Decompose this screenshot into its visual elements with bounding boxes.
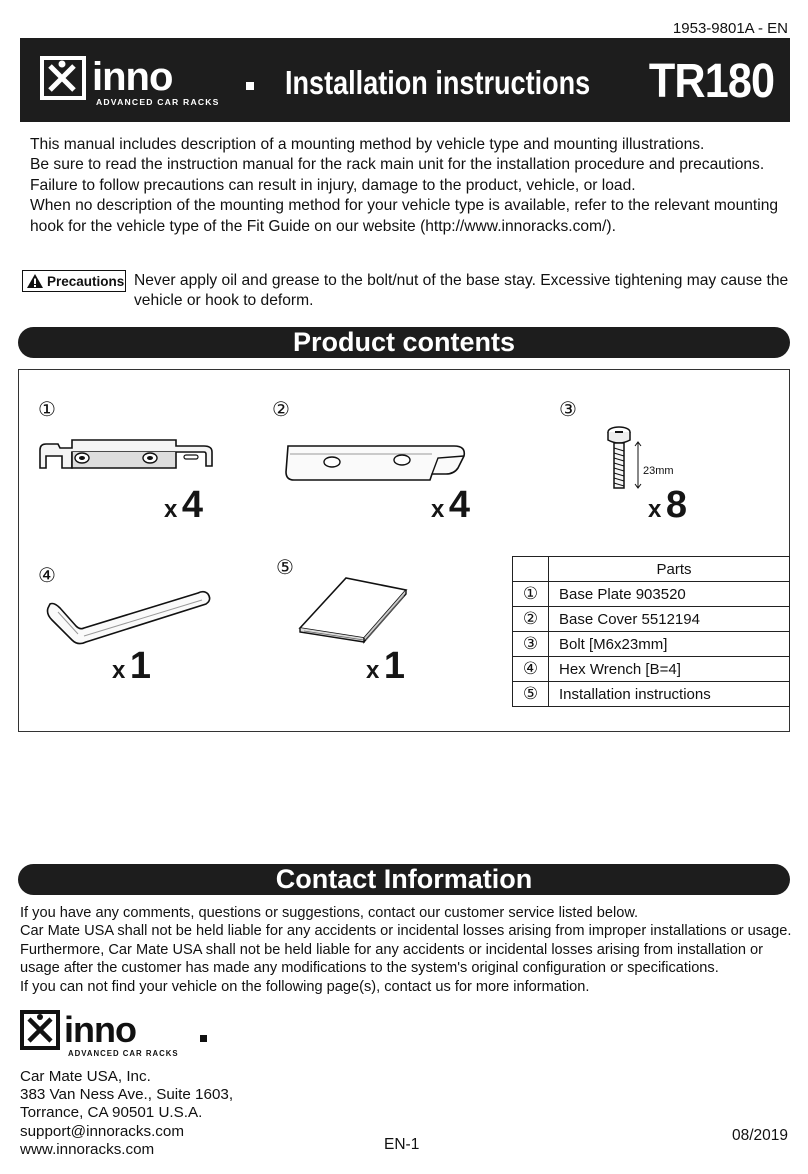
quantity-multiplier: x: [648, 496, 662, 523]
part-name: Base Plate 903520: [549, 582, 790, 607]
support-email: support@innoracks.com: [20, 1122, 184, 1140]
item-quantity: [431, 484, 470, 527]
quantity-value: 4: [181, 484, 203, 526]
item-number: ②: [272, 399, 290, 421]
table-row: [513, 557, 790, 582]
quantity-multiplier: x: [164, 496, 178, 523]
inno-logo-footer: [20, 1008, 215, 1063]
publication-date: 08/2019: [731, 1127, 788, 1144]
quantity-value: 4: [448, 484, 470, 526]
part-name: Installation instructions: [549, 682, 790, 707]
intro-line: When no description of the mounting method for your vehicle type is available, refer to the relevant mounting hook for the vehicle type of the Fit Guide on our website (http://www.innoracks.com/).: [30, 197, 779, 235]
quantity-value: 1: [129, 645, 151, 687]
model-number: TR180: [648, 55, 774, 108]
quantity-value: 8: [665, 484, 687, 526]
part-number: ③: [513, 632, 549, 657]
item-number: ⑤: [276, 557, 294, 579]
intro-line: Be sure to read the instruction manual for the rack main unit for the installation procedure and precautions.: [30, 156, 765, 174]
part-number: ④: [513, 657, 549, 682]
precautions-text: Never apply oil and grease to the bolt/nut of the base stay. Excessive tightening may cause the vehicle or hook to deform.: [134, 272, 789, 309]
base-cover-illustration: [282, 440, 472, 486]
item-quantity: [164, 484, 203, 527]
item-number: ①: [38, 399, 56, 421]
intro-text: [30, 135, 790, 237]
brand-name: inno: [64, 1009, 136, 1050]
parts-header: Parts: [549, 557, 790, 582]
quantity-multiplier: x: [431, 496, 445, 523]
intro-line: This manual includes description of a mounting method by vehicle type and mounting illustrations.: [30, 136, 705, 153]
contact-line: Car Mate USA shall not be held liable for any accidents or incidental losses arising from improper installations or usage.: [20, 923, 792, 940]
hex-wrench-illustration: [44, 590, 212, 648]
quantity-multiplier: x: [112, 657, 126, 684]
page-title: Installation instructions: [285, 64, 591, 101]
item-number: ③: [559, 399, 577, 421]
city-address: Torrance, CA 90501 U.S.A.: [20, 1104, 203, 1122]
contact-line: If you can not find your vehicle on the following page(s), contact us for more information.: [20, 978, 590, 995]
intro-line: Failure to follow precautions can result in injury, damage to the product, vehicle, or load.: [30, 176, 636, 194]
manual-illustration: [296, 574, 412, 644]
contact-text: [20, 904, 805, 996]
brand-tagline: ADVANCED CAR RACKS: [96, 97, 220, 107]
part-number: ②: [513, 607, 549, 632]
table-row: [513, 657, 790, 682]
street-address: 383 Van Ness Ave., Suite 1603,: [20, 1086, 234, 1104]
base-plate-illustration: [36, 436, 218, 476]
page-number: EN-1: [384, 1136, 420, 1153]
item-number: ④: [38, 565, 56, 587]
part-name: Hex Wrench [B=4]: [549, 657, 790, 682]
bolt-dimension: 23mm: [643, 465, 674, 477]
parts-table: [512, 556, 790, 707]
bolt-illustration: [602, 424, 692, 492]
company-name: Car Mate USA, Inc.: [20, 1068, 151, 1085]
website-url: www.innoracks.com: [20, 1140, 155, 1158]
contact-line: If you have any comments, questions or suggestions, contact our customer service listed below.: [20, 905, 639, 921]
table-row: [513, 682, 790, 707]
part-name: Bolt [M6x23mm]: [549, 632, 790, 657]
part-number: ⑤: [513, 682, 549, 707]
brand-name: inno: [92, 55, 173, 99]
item-quantity: [112, 645, 151, 688]
item-quantity: [366, 645, 405, 688]
precautions-label: Precautions: [47, 273, 125, 289]
quantity-value: 1: [383, 645, 405, 687]
product-contents-heading: Product contents: [18, 327, 790, 358]
table-row: [513, 607, 790, 632]
document-code: 1953-9801A - EN: [672, 20, 788, 37]
brand-tagline: ADVANCED CAR RACKS: [68, 1049, 179, 1058]
inno-logo: [40, 52, 260, 112]
precautions-badge: [22, 270, 126, 292]
item-quantity: [648, 484, 687, 527]
company-address: [20, 1068, 233, 1159]
part-number: ①: [513, 582, 549, 607]
table-row: [513, 582, 790, 607]
warning-icon: [26, 273, 44, 289]
part-name: Base Cover 5512194: [549, 607, 790, 632]
contact-line: Furthermore, Car Mate USA shall not be held liable for any accidents or incidental losses arising from installation or usage after the customer has made any modifications to the system's original configuration or specifications.: [20, 941, 764, 977]
contact-information-heading: Contact Information: [18, 864, 790, 895]
table-row: [513, 632, 790, 657]
quantity-multiplier: x: [366, 657, 380, 684]
